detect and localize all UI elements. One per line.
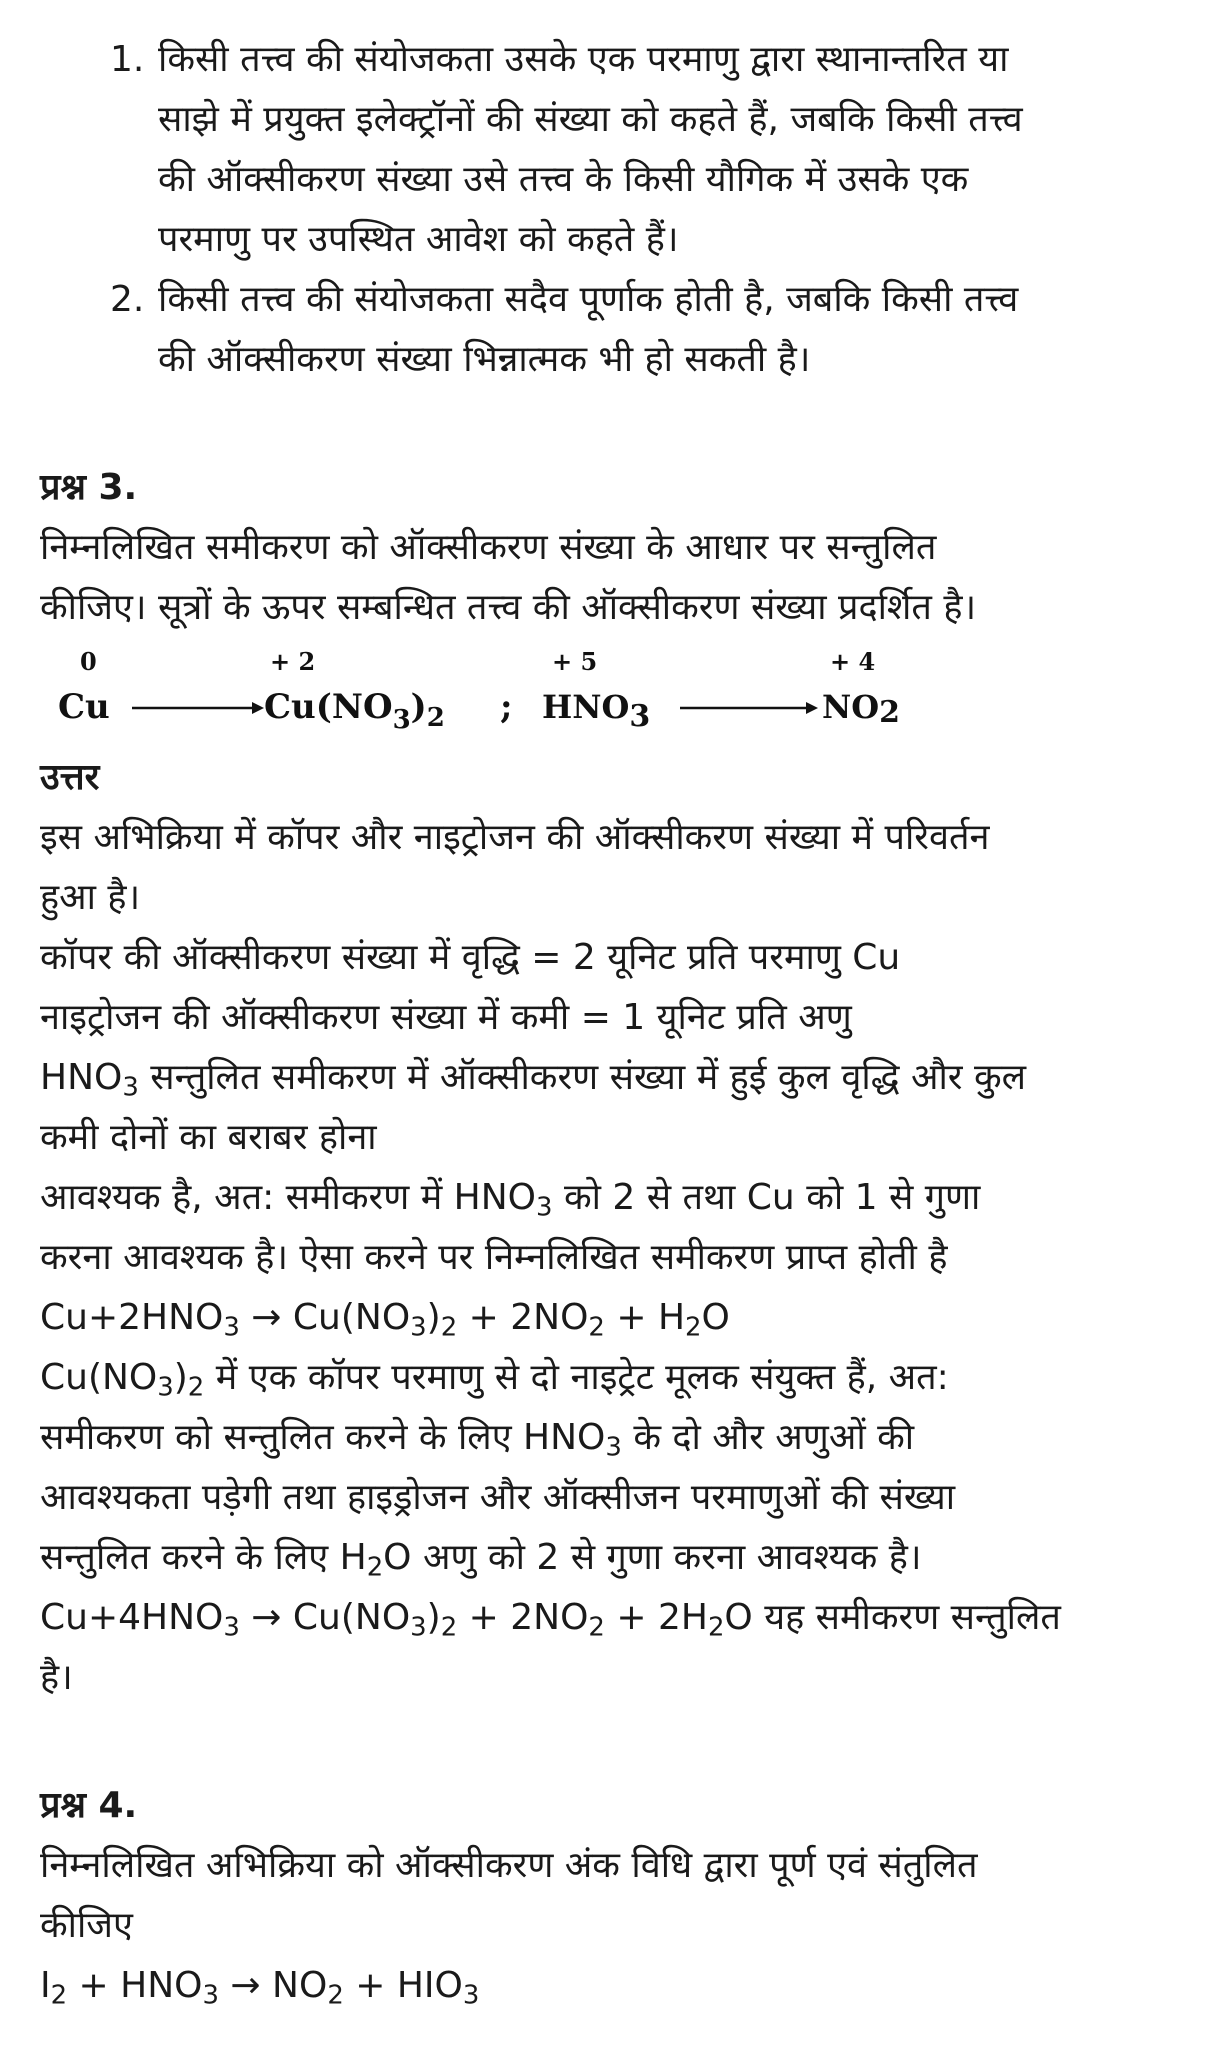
list-item-number: 2. [110, 279, 145, 320]
formula-cu: Cu [58, 687, 110, 727]
answer-text: इस अभिक्रिया में कॉपर और नाइट्रोजन की ऑक्सीकरण संख्या में परिवर्तन [40, 817, 990, 858]
question-3-text: कीजिए। सूत्रों के ऊपर सम्बन्धित तत्त्व की ऑक्सीकरण संख्या प्रदर्शित है। [40, 587, 977, 628]
list-item-number: 1. [110, 39, 145, 80]
answer-text: सन्तुलित करने के लिए $H_2O$ अणु को 2 से गुणा करना आवश्यक है। [40, 1537, 922, 1583]
question-3-text: निम्नलिखित समीकरण को ऑक्सीकरण संख्या के आधार पर सन्तुलित [40, 527, 937, 568]
list-item-text: साझे में प्रयुक्त इलेक्ट्रॉनों की संख्या को कहते हैं, जबकि किसी तत्त्व [158, 99, 1023, 140]
ox-number-no2: + 4 [830, 647, 876, 676]
answer-text: हुआ है। [40, 877, 141, 918]
question-4-text: कीजिए [40, 1905, 133, 1946]
answer-text: करना आवश्यक है। ऐसा करने पर निम्नलिखित समीकरण प्राप्त होती है [40, 1237, 948, 1278]
question-4-heading: प्रश्न 4. [40, 1785, 138, 1826]
answer-equation: $Cu+2HNO_3 \to Cu(NO_3)_2 + 2NO_2 + H_2O$ [40, 1297, 730, 1343]
answer-text: $Cu(NO_3)_2$ में एक कॉपर परमाणु से दो नाइट्रेट मूलक संयुक्त हैं, अत: [40, 1357, 949, 1403]
list-item-text: की ऑक्सीकरण संख्या उसे तत्त्व के किसी यौगिक में उसके एक [158, 159, 969, 200]
answer-text: है। [40, 1657, 73, 1698]
reaction-arrow-head [806, 702, 818, 714]
answer-text: समीकरण को सन्तुलित करने के लिए $HNO_3$ के दो और अणुओं की [40, 1417, 915, 1463]
answer-text: आवश्यक है, अत: समीकरण में $HNO_3$ को 2 से तथा Cu को 1 से गुणा [40, 1177, 981, 1223]
formula-cuno3: $Cu(NO_3)_2$ [264, 687, 445, 735]
list-item-text: किसी तत्त्व की संयोजकता उसके एक परमाणु द्वारा स्थानान्तरित या [158, 39, 1009, 80]
list-item-text: परमाणु पर उपस्थित आवेश को कहते हैं। [158, 219, 679, 260]
answer-text: कॉपर की ऑक्सीकरण संख्या में वृद्धि = 2 यूनिट प्रति परमाणु Cu [40, 937, 901, 978]
question-4-text: निम्नलिखित अभिक्रिया को ऑक्सीकरण अंक विधि द्वारा पूर्ण एवं संतुलित [40, 1845, 978, 1886]
reaction-arrow-head [252, 702, 264, 714]
ox-number-cuno3: + 2 [270, 647, 316, 676]
formula-no2: NO2 [822, 688, 900, 730]
list-item-text: की ऑक्सीकरण संख्या भिन्नात्मक भी हो सकती है। [158, 339, 811, 380]
answer-heading: उत्तर [40, 757, 100, 798]
answer-text: $HNO_3$ सन्तुलित समीकरण में ऑक्सीकरण संख्या में हुई कुल वृद्धि और कुल [40, 1057, 1026, 1103]
ox-number-cu: 0 [80, 647, 97, 676]
question-3-heading: प्रश्न 3. [40, 467, 138, 508]
list-item-text: किसी तत्त्व की संयोजकता सदैव पूर्णाक होती है, जबकि किसी तत्त्व [158, 279, 1019, 320]
formula-hno3: HNO3 [542, 688, 651, 734]
answer-text: नाइट्रोजन की ऑक्सीकरण संख्या में कमी = 1 यूनिट प्रति अणु [40, 997, 852, 1038]
oxidation-equation-figure [52, 640, 952, 740]
answer-equation: $Cu+4HNO_3 \to Cu(NO_3)_2 + 2NO_2 + 2H_2O$ यह समीकरण सन्तुलित [40, 1597, 1061, 1643]
equation-separator: ; [500, 687, 513, 727]
answer-text: कमी दोनों का बराबर होना [40, 1117, 377, 1158]
answer-text: आवश्यकता पड़ेगी तथा हाइड्रोजन और ऑक्सीजन परमाणुओं की संख्या [40, 1477, 956, 1518]
ox-number-hno3: + 5 [552, 647, 598, 676]
question-4-equation: $I_2 + HNO_3 \to NO_2 + HIO_3$ [40, 1965, 480, 2011]
